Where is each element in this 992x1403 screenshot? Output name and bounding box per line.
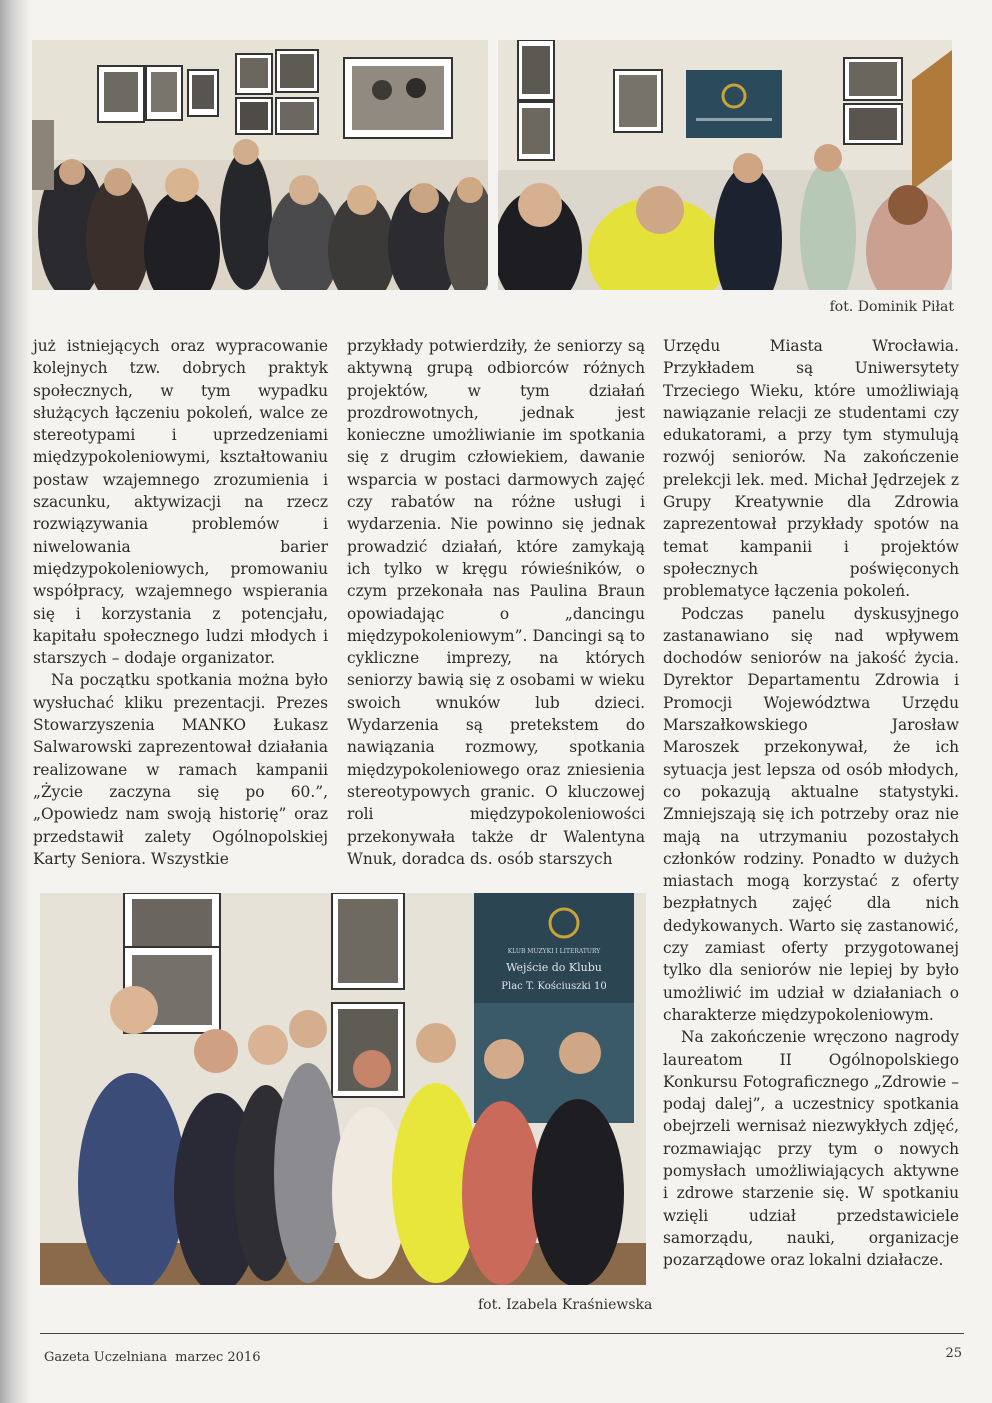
paragraph: Podczas panelu dyskusyjnego zastanawiano się nad wpływem dochodów seniorów na jakość życia. Dyrektor Departamentu Zdrowia i Promocji Województwa Urzędu Marszałkowskiego Jarosław Maroszek przekonywał, że ich sytuacja jest lepsza od osób młodych, co pokazują aktualne statystyki. Zmniejszają się ich potrzeby oraz nie mają na utrzymaniu pozostałych członków rodziny. Ponadto w dużych miastach mogą korzystać z oferty bezpłatnych zajęć dla nich dedykowanych. Warto się zastanowić, czy zamiast oferty przygotowanej tylko dla seniorów nie lepiej by było umożliwić im udział w działaniach o charakterze międzypokoleniowym. [663, 604, 959, 1024]
issue-date: marzec 2016 [175, 1350, 261, 1365]
sign-club-name: KLUB MUZYKI I LITERATURY [507, 948, 601, 955]
photo-credit-top: fot. Dominik Piłat [829, 299, 954, 315]
footer-divider [40, 1333, 964, 1334]
paragraph: Na zakończenie wręczono nagrody laureatom II Ogólnopolskiego Konkursu Fotograficznego „Zdrowie – podaj dalej”, a uczestnicy spotkania obejrzeli wernisaż niezwykłych zdjęć, rozmawiając przy tym o nowych pomysłach umożliwiających aktywne i zdrowe starzenie się. W spotkaniu wzięli udział przedstawiciele samorządu, nauki, organizacje pozarządowe oraz lokalni działacze. [663, 1028, 959, 1270]
page-number: 25 [945, 1346, 962, 1361]
article-column-2 [347, 335, 645, 870]
paragraph: Na początku spotkania można było wysłuchać kliku prezentacji. Prezes Stowarzyszenia MANKO Łukasz Salwarowski zaprezentował działania realizowane w ramach kampanii „Życie zaczyna się po 60.”, „Opowiedz nam swoją historię” oraz przedstawił zalety Ogólnopolskiej Karty Seniora. Wszystkie [33, 671, 328, 868]
article-column-3 [663, 335, 959, 1271]
photo-gallery-conversation [498, 40, 952, 290]
paragraph: Urzędu Miasta Wrocławia. Przykładem są Uniwersytety Trzeciego Wieku, które umożliwiają nawiązanie relacji ze studentami czy edukatorami, a przy tym stymulują rozwój seniorów. Na zakończenie prelekcji lek. med. Michał Jędrzejek z Grupy Kreatywnie dla Zdrowia zaprezentował przykłady spotów na temat kampanii i projektów społecznych poświęconych problematyce łączenia pokoleń. [663, 337, 959, 601]
binding-gutter-shadow [0, 0, 30, 1403]
sign-address: Plac T. Kościuszki 10 [501, 981, 607, 992]
photo-group-portrait [40, 893, 646, 1285]
photo-gallery-crowd [32, 40, 488, 290]
paragraph: przykłady potwierdziły, że seniorzy są aktywną grupą odbiorców różnych projektów, w tym działań prozdrowotnych, jednak jest konieczne umożliwianie im spotkania się z drugim człowiekiem, dawanie wsparcia w postaci darmowych zajęć czy rabatów na różne usługi i wydarzenia. Nie powinno się jednak prowadzić działań, które zamykają ich tylko w kręgu rówieśników, o czym przekonała nas Paulina Braun opowiadając o „dancingu międzypokoleniowym”. Dancingi są to cykliczne imprezy, na których seniorzy bawią się z osobami w wieku swoich wnuków lub dzieci. Wydarzenia są pretekstem do nawiązania rozmowy, spotkania międzypokoleniowego oraz zniesienia stereotypowych granic. O kluczowej roli międzypokoleniowości przekonywała także dr Walentyna Wnuk, doradca ds. osób starszych [347, 337, 645, 868]
publication-name: Gazeta Uczelniana [44, 1350, 168, 1365]
paragraph: już istniejących oraz wypracowanie kolejnych tzw. dobrych praktyk społecznych, w tym wypadku służących łączeniu pokoleń, walce ze stereotypami i uprzedzeniami międzypokoleniowymi, kształtowaniu postaw wzajemnego zrozumienia i szacunku, aktywizacji na rzecz rozwiązywania problemów i niwelowania barier międzypokoleniowych, promowaniu współpracy, wzajemnego wspierania się i korzystania z potencjału, kapitału społecznego ludzi młodych i starszych – dodaje organizator. [33, 337, 328, 668]
photo-credit-bottom: fot. Izabela Kraśniewska [478, 1297, 653, 1313]
article-column-1 [33, 335, 328, 870]
footer-publication [44, 1350, 260, 1365]
sign-entry: Wejście do Klubu [506, 961, 602, 974]
